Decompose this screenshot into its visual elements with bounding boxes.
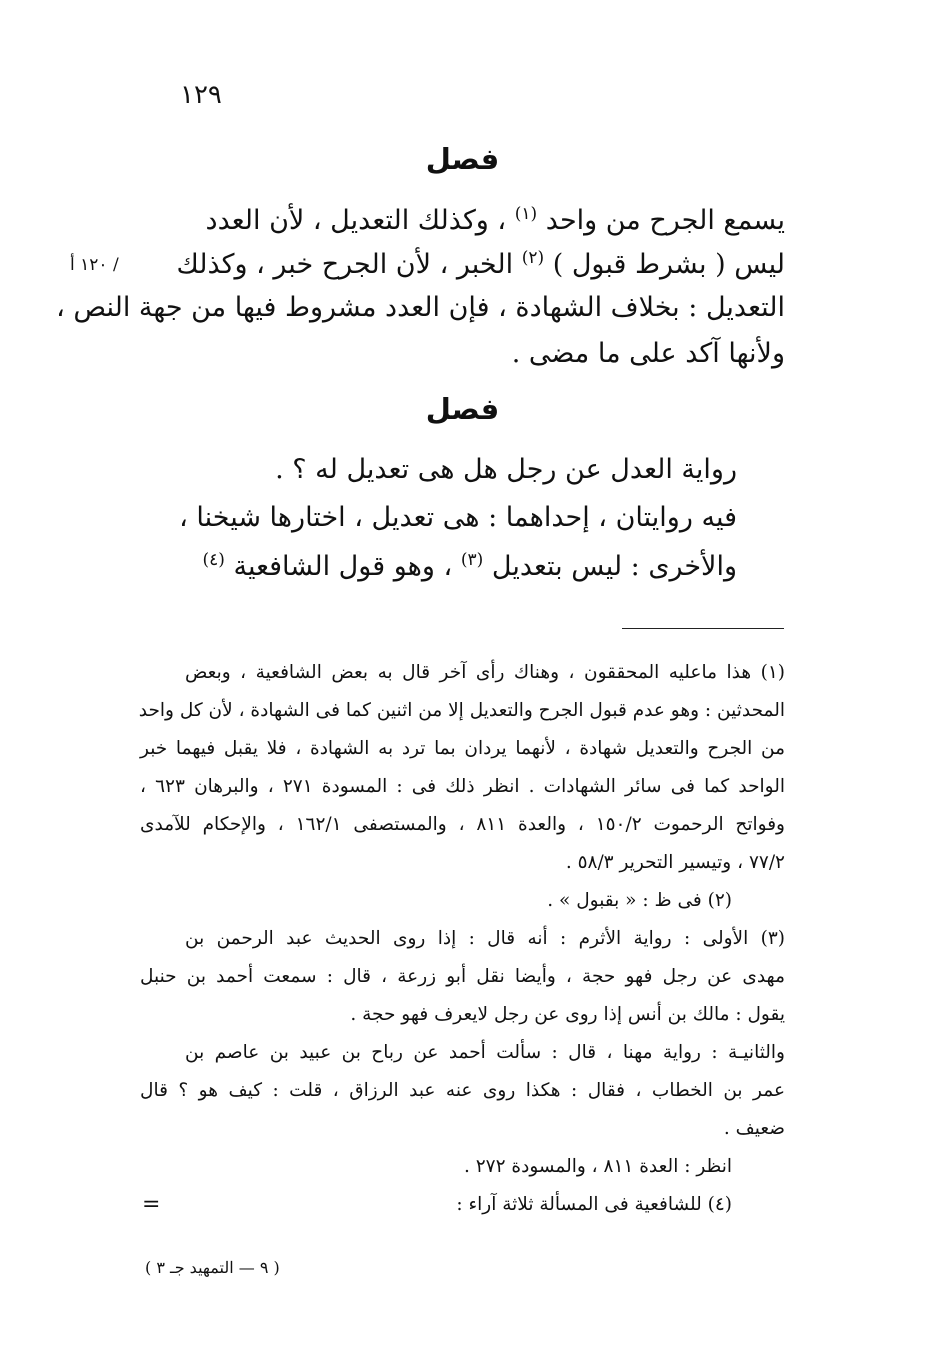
footnote-line: من الجرح والتعديل شهادة ، لأنهما يردان بما ترد به الشهادة ، فلا يقبل فيهما خبر bbox=[140, 738, 785, 759]
footnote-ref: (٢) bbox=[521, 248, 545, 268]
page-number: ١٢٩ bbox=[180, 80, 222, 110]
footnote-line: (٣) الأولى : رواية الأثرم : أنه قال : إذا روى الحديث عبد الرحمن بن bbox=[185, 928, 785, 949]
signature-line: ( ٩ — التمهيد جـ ٣ ) bbox=[145, 1258, 280, 1277]
footnote-line: انظر : العدة ٨١١ ، والمسودة ٢٧٢ . bbox=[463, 1156, 732, 1177]
footnote-ref: (٣) bbox=[460, 550, 484, 570]
continuation-mark: = bbox=[142, 1192, 161, 1217]
footnote-line: (٢) فى ظ : « بقبول » . bbox=[547, 890, 732, 911]
manuscript-folio-note: / ١٢٠ أ bbox=[70, 255, 119, 275]
footnote-separator bbox=[622, 628, 784, 629]
paragraph-line bbox=[176, 250, 785, 278]
text-span: ، وهو قول الشافعية bbox=[233, 551, 453, 582]
footnote-line: وفواتح الرحموت ١٥٠/٢ ، والعدة ٨١١ ، والمستصفى ١٦٢/١ ، والإحكام للآمدى bbox=[140, 814, 785, 835]
footnote-line: والثانيـة : رواية مهنا ، قال : سألت أحمد عن رباح بن عبيد بن عاصم بن bbox=[185, 1042, 785, 1063]
footnote-line: يقول : مالك بن أنس إذا روى عن رجل لايعرف فهو حجة . bbox=[350, 1004, 785, 1025]
footnote-line: ٧٧/٢ ، وتيسير التحرير ٥٨/٣ . bbox=[565, 852, 785, 873]
text-span: والأخرى : ليس بتعديل bbox=[491, 551, 737, 582]
text-span: الخبر ، لأن الجرح خبر ، وكذلك bbox=[176, 249, 514, 280]
section-heading: فصل bbox=[425, 392, 500, 426]
footnote-line: (١) هذا ماعليه المحققون ، وهناك رأى آخر قال به بعض الشافعية ، وبعض bbox=[185, 662, 785, 683]
footnote-line: ضعيف . bbox=[723, 1118, 785, 1139]
footnote-ref: (٤) bbox=[202, 550, 225, 570]
text-span: يسمع الجرح من واحد bbox=[545, 205, 785, 236]
text-span: ليس ( بشرط قبول ) bbox=[552, 249, 785, 280]
paragraph-line bbox=[202, 552, 737, 580]
footnote-line: المحدثين : وهو عدم قبول الجرح والتعديل إلا من اثنين كما فى الشهادة ، لأن كل واحد bbox=[138, 700, 785, 721]
footnote-line: عمر بن الخطاب ، فقال : هكذا روى عنه عبد الرزاق ، قلت : كيف هو ؟ قال bbox=[140, 1080, 785, 1101]
paragraph-line: فيه روايتان ، إحداهما : هى تعديل ، اختارها شيخنا ، bbox=[179, 502, 737, 533]
footnote-line: (٤) للشافعية فى المسألة ثلاثة آراء : bbox=[456, 1194, 732, 1215]
footnote-line: مهدى عن رجل فهو حجة ، وأيضا نقل أبو زرعة ، قال : سمعت أحمد بن حنبل bbox=[140, 966, 785, 987]
paragraph-line bbox=[206, 206, 785, 234]
paragraph-line: رواية العدل عن رجل هل هى تعديل له ؟ . bbox=[275, 454, 737, 485]
paragraph-line: التعديل : بخلاف الشهادة ، فإن العدد مشروط فيها من جهة النص ، bbox=[56, 292, 785, 323]
text-span: ، وكذلك التعديل ، لأن العدد bbox=[205, 205, 507, 236]
paragraph-line: ولأنها آكد على ما مضى . bbox=[511, 338, 785, 369]
section-heading: فصل bbox=[425, 142, 500, 176]
footnote-line: الواحد كما فى سائر الشهادات . انظر ذلك فى : المسودة ٢٧١ ، والبرهان ٦٢٣ ، bbox=[140, 776, 786, 797]
footnote-ref: (١) bbox=[514, 204, 538, 224]
